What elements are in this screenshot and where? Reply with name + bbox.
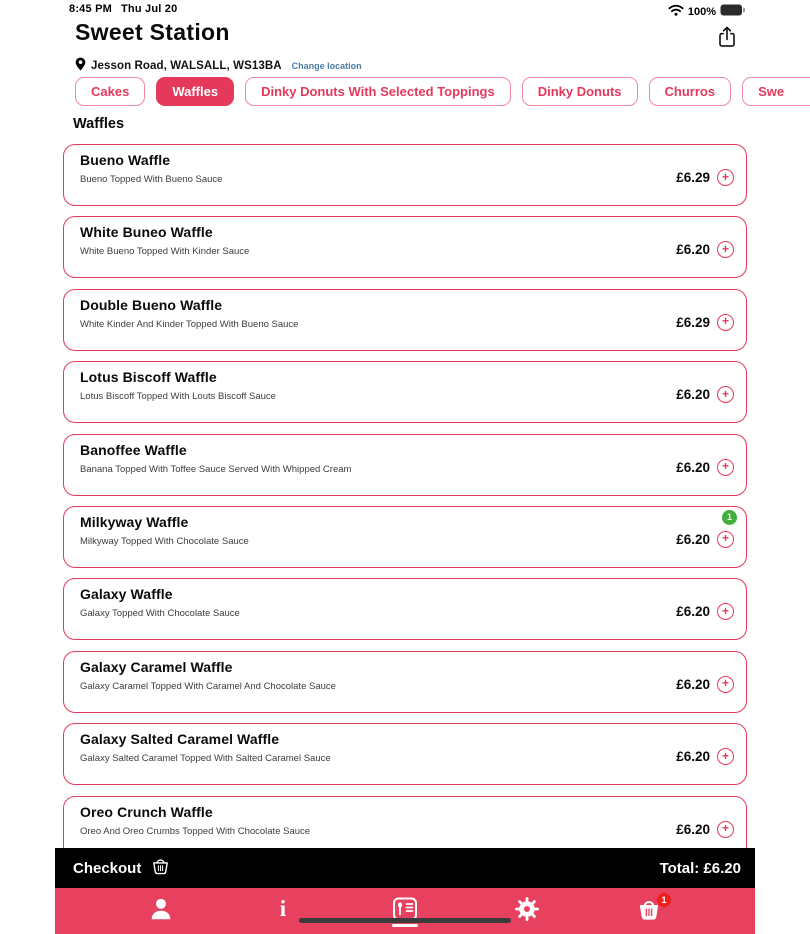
- category-tabs: [55, 77, 785, 108]
- share-icon: [715, 25, 739, 49]
- add-item-button[interactable]: [717, 169, 734, 186]
- tab-churros[interactable]: Churros: [649, 77, 732, 106]
- item-price: £6.20: [676, 749, 710, 765]
- add-item-button[interactable]: [717, 386, 734, 403]
- home-indicator[interactable]: [299, 918, 511, 923]
- item-price: £6.20: [676, 604, 710, 620]
- tab-dinky-donuts-selected-toppings[interactable]: Dinky Donuts With Selected Toppings: [245, 77, 511, 106]
- tab-sweets-clipped[interactable]: Swe: [742, 77, 810, 106]
- item-price: £6.29: [676, 170, 710, 185]
- menu-item-card[interactable]: [63, 361, 747, 423]
- app-frame: [55, 0, 785, 934]
- bottom-nav: [55, 888, 755, 934]
- item-name: Milkyway Waffle: [80, 513, 189, 530]
- add-item-button[interactable]: [717, 459, 734, 476]
- item-description: Galaxy Topped With Chocolate Sauce: [80, 608, 240, 620]
- battery-icon: [720, 3, 745, 21]
- item-description: White Kinder And Kinder Topped With Bueno Sauce: [80, 318, 299, 330]
- basket-icon: [636, 895, 667, 922]
- item-price: £6.29: [676, 314, 710, 330]
- menu-item-card[interactable]: [63, 506, 747, 568]
- status-date: Thu Jul 20: [120, 3, 178, 15]
- item-description: Milkyway Topped With Chocolate Sauce: [80, 535, 249, 547]
- info-icon: i: [279, 896, 287, 921]
- item-price: £6.20: [676, 242, 710, 258]
- status-bar: [55, 0, 755, 20]
- battery-percent: 100%: [687, 6, 716, 18]
- item-description: Banana Topped With Toffee Sauce Served With Whipped Cream: [80, 463, 352, 475]
- item-name: Banoffee Waffle: [80, 441, 187, 458]
- basket-outline-icon: [150, 856, 171, 881]
- item-description: Lotus Biscoff Topped With Louts Biscoff Sauce: [80, 391, 276, 403]
- checkout-label: Checkout: [73, 859, 142, 877]
- item-description: Bueno Topped With Bueno Sauce: [80, 174, 223, 185]
- menu-item-card[interactable]: [63, 289, 747, 351]
- settings-gear-icon: [514, 896, 540, 922]
- change-location-link[interactable]: Change location: [291, 61, 362, 71]
- checkout-button[interactable]: [73, 856, 171, 881]
- item-description: Galaxy Caramel Topped With Caramel And Chocolate Sauce: [80, 680, 336, 692]
- item-price: £6.20: [676, 387, 710, 403]
- quantity-badge: 1: [722, 510, 737, 525]
- item-price: £6.20: [676, 676, 710, 692]
- add-item-button[interactable]: [717, 531, 734, 548]
- tab-cakes[interactable]: Cakes: [75, 77, 145, 106]
- nav-menu-active[interactable]: [344, 888, 466, 934]
- item-price: £6.20: [676, 459, 710, 475]
- item-price: £6.20: [676, 821, 710, 837]
- status-time-date: [69, 3, 177, 15]
- nav-profile[interactable]: [100, 888, 222, 934]
- add-item-button[interactable]: [717, 821, 734, 838]
- add-item-button[interactable]: [717, 748, 734, 765]
- add-item-button[interactable]: [717, 676, 734, 693]
- item-name: Lotus Biscoff Waffle: [80, 369, 217, 386]
- item-price: £6.20: [676, 531, 710, 547]
- basket-badge: 1: [657, 893, 671, 907]
- share-button[interactable]: [715, 25, 739, 49]
- item-description: Oreo And Oreo Crumbs Topped With Chocolate Sauce: [80, 825, 311, 837]
- checkout-bar: [55, 848, 755, 888]
- item-name: White Buneo Waffle: [80, 224, 213, 241]
- nav-settings[interactable]: [466, 888, 588, 934]
- tab-dinky-donuts[interactable]: Dinky Donuts: [522, 77, 638, 106]
- add-item-button[interactable]: [717, 603, 734, 620]
- menu-item-card[interactable]: [63, 651, 747, 713]
- menu-item-card[interactable]: [63, 216, 747, 278]
- status-indicators: [668, 3, 745, 21]
- item-description: White Bueno Topped With Kinder Sauce: [80, 246, 250, 258]
- menu-item-card[interactable]: [63, 578, 747, 640]
- item-description: Galaxy Salted Caramel Topped With Salted Caramel Sauce: [80, 753, 331, 765]
- item-name: Galaxy Waffle: [80, 586, 173, 603]
- profile-icon: [148, 896, 174, 922]
- checkout-total: Total: £6.20: [659, 859, 741, 877]
- item-name: Double Bueno Waffle: [80, 296, 223, 313]
- item-name: Bueno Waffle: [80, 152, 171, 168]
- location-row: [75, 55, 362, 74]
- menu-item-card[interactable]: [63, 723, 747, 785]
- tab-waffles[interactable]: Waffles: [156, 77, 234, 106]
- menu-item-card[interactable]: [63, 434, 747, 496]
- wifi-icon: [668, 3, 684, 21]
- menu-item-card[interactable]: [63, 144, 747, 206]
- page-title: Sweet Station: [75, 19, 230, 45]
- location-pin-icon: [75, 57, 86, 76]
- active-tab-underline: [392, 924, 418, 927]
- nav-info[interactable]: [222, 888, 344, 934]
- add-item-button[interactable]: [717, 314, 734, 331]
- section-title: Waffles: [73, 116, 125, 132]
- status-time: 8:45 PM: [69, 3, 112, 15]
- add-item-button[interactable]: [717, 241, 734, 258]
- item-name: Oreo Crunch Waffle: [80, 803, 213, 820]
- store-address: Jesson Road, WALSALL, WS13BA: [91, 60, 282, 72]
- item-name: Galaxy Caramel Waffle: [80, 658, 233, 675]
- menu-list: [63, 144, 747, 858]
- nav-basket[interactable]: [588, 888, 710, 934]
- item-name: Galaxy Salted Caramel Waffle: [80, 731, 280, 748]
